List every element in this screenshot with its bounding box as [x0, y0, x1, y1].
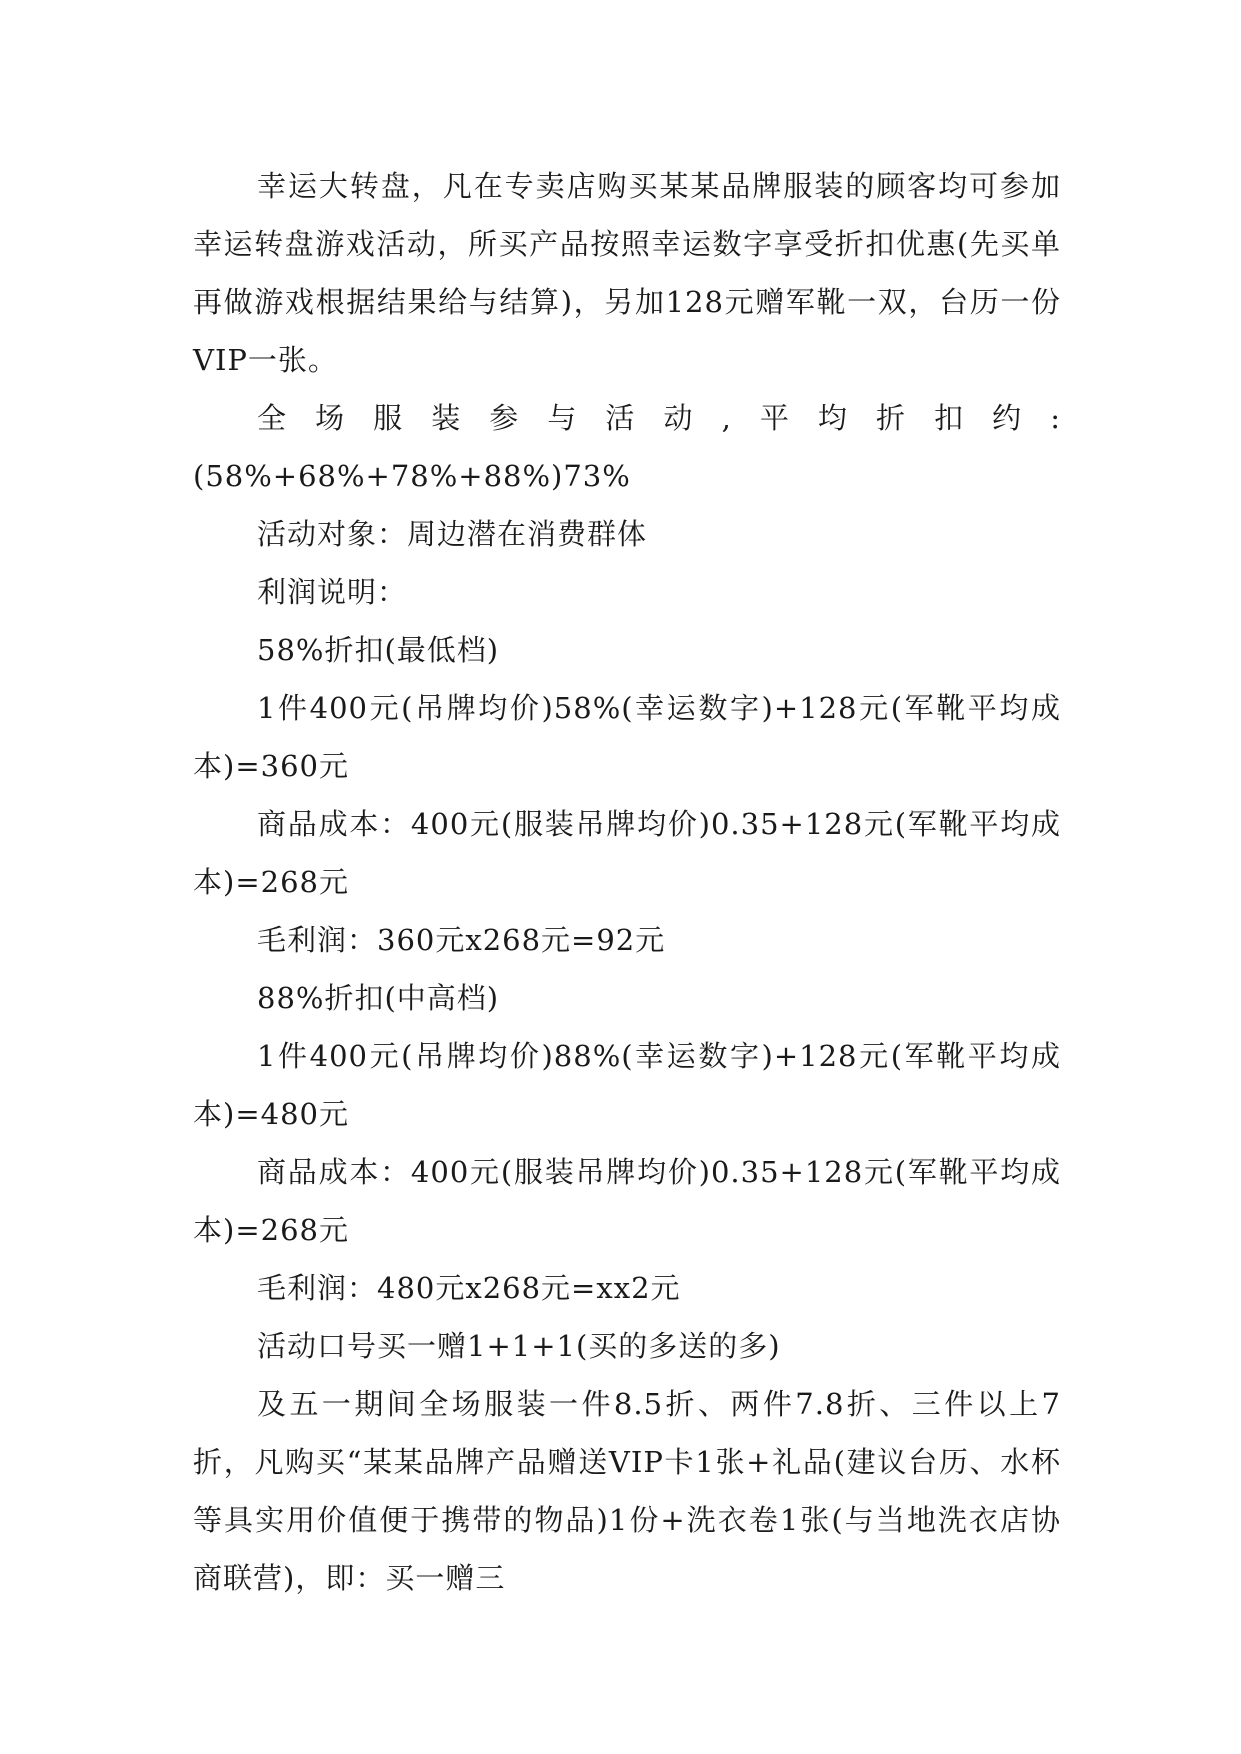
paragraph-revenue-58: 1件400元(吊牌均价)58%(幸运数字)+128元(军靴平均成本)=360元 — [193, 691, 1061, 783]
paragraph-tier-58: 58%折扣(最低档) — [257, 633, 500, 667]
paragraph-lucky-wheel: 幸运大转盘，凡在专卖店购买某某品牌服装的顾客均可参加幸运转盘游戏活动，所买产品按照幸运数字享受折扣优惠(先买单再做游戏根据结果给与结算)，另加128元赠军靴一双，台历一份VIP一张。 — [193, 169, 1061, 377]
paragraph-target-audience: 活动对象：周边潜在消费群体 — [257, 517, 648, 551]
paragraph-gross-profit-58: 毛利润：360元x268元=92元 — [257, 923, 666, 957]
paragraph-average-discount: 全场服装参与活动,平均折扣约:(58%+68%+78%+88%)73% — [193, 401, 1061, 493]
paragraph-cost-88: 商品成本：400元(服装吊牌均价)0.35+128元(军靴平均成本)=268元 — [193, 1155, 1061, 1247]
document-body — [193, 157, 1061, 1607]
paragraph-may-day-promotion: 及五一期间全场服装一件8.5折、两件7.8折、三件以上7折，凡购买“某某品牌产品赠送VIP卡1张+礼品(建议台历、水杯等具实用价值便于携带的物品)1份+洗衣卷1张(与当地洗衣店协商联营)，即：买一赠三 — [193, 1387, 1061, 1595]
paragraph-tier-88: 88%折扣(中高档) — [257, 981, 500, 1015]
paragraph-revenue-88: 1件400元(吊牌均价)88%(幸运数字)+128元(军靴平均成本)=480元 — [193, 1039, 1061, 1131]
paragraph-profit-heading: 利润说明： — [257, 575, 408, 609]
paragraph-cost-58: 商品成本：400元(服装吊牌均价)0.35+128元(军靴平均成本)=268元 — [193, 807, 1061, 899]
paragraph-gross-profit-88: 毛利润：480元x268元=xx2元 — [257, 1271, 681, 1305]
paragraph-slogan: 活动口号买一赠1+1+1(买的多送的多) — [257, 1329, 781, 1363]
